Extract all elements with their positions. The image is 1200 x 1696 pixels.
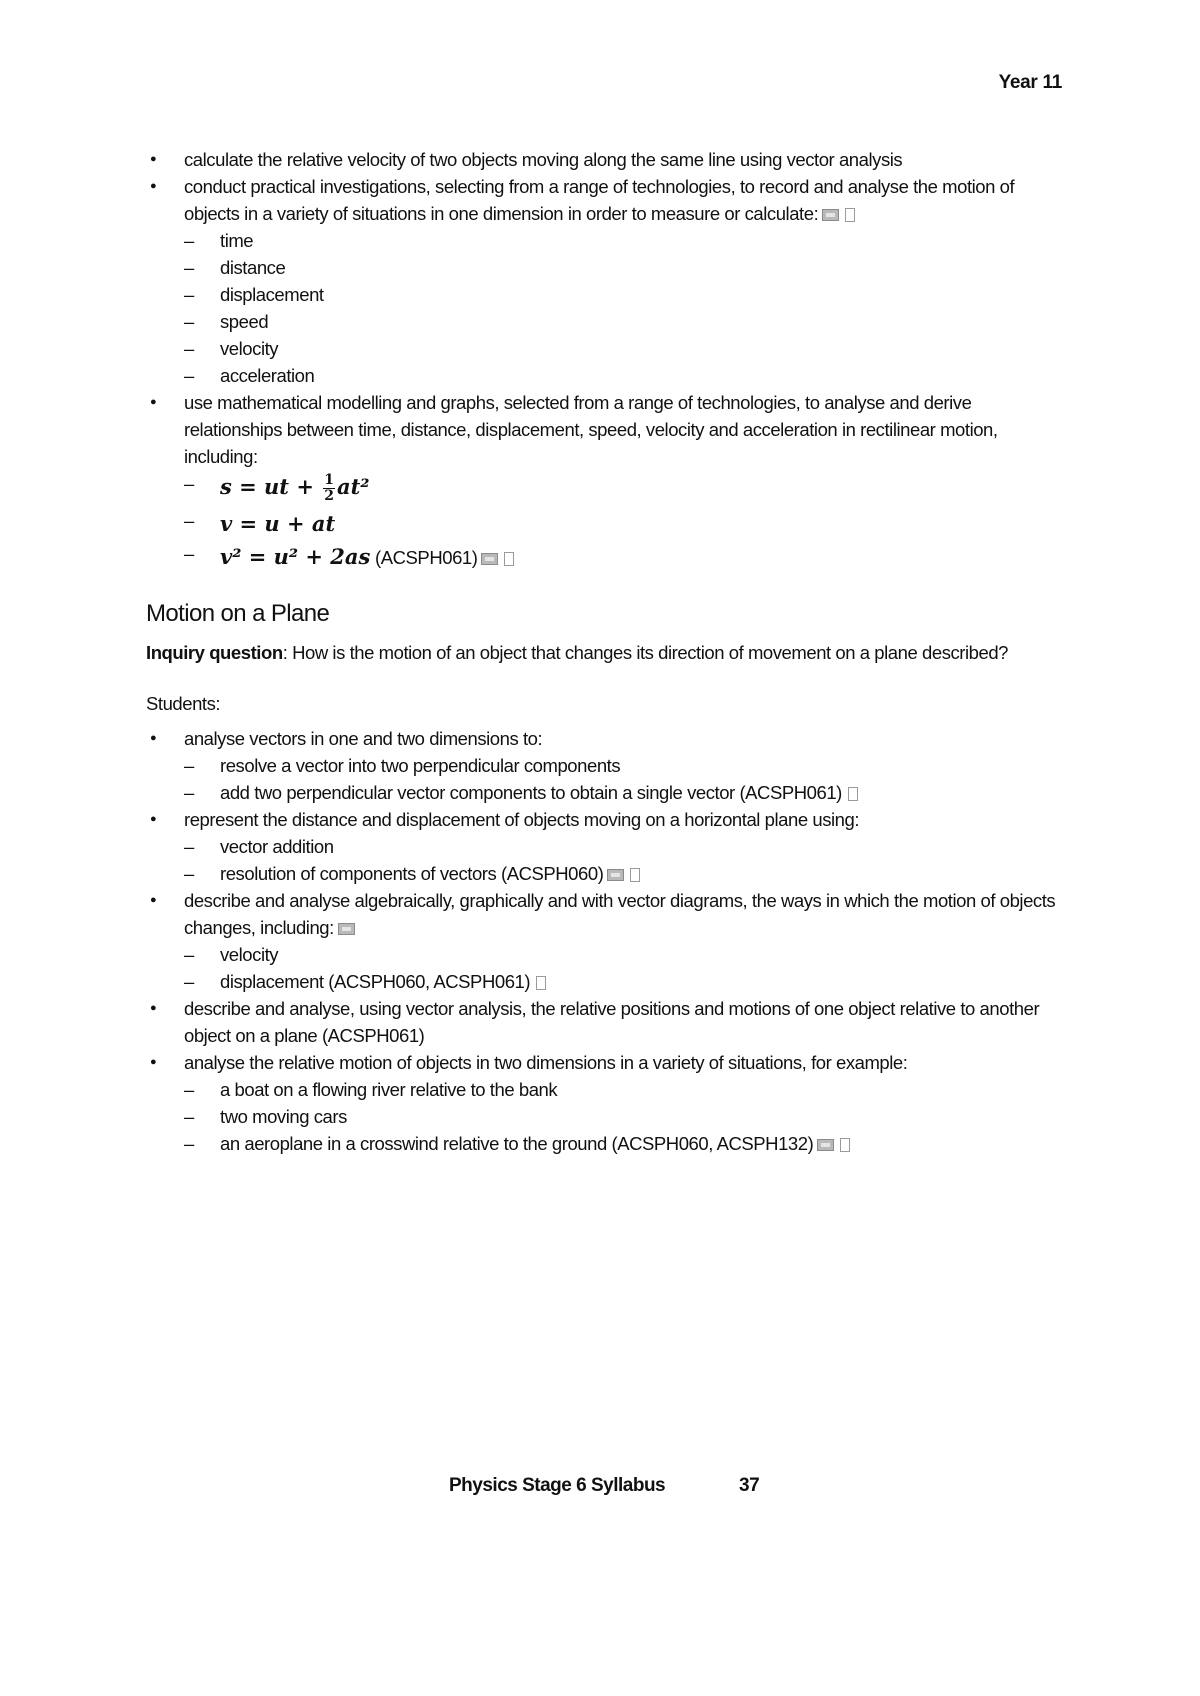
numeracy-icon: [504, 552, 514, 566]
sub-list-item: – speed: [184, 308, 1066, 335]
equation-velocity: v = u + at: [220, 511, 336, 536]
sub-list-item: – velocity: [184, 941, 1066, 968]
students-label: Students:: [146, 693, 221, 714]
sub-list-item: [184, 968, 1066, 995]
list-item-text: conduct practical investigations, selecting from a range of technologies, to record and analyse the motion of objects in a variety of situations in one dimension in order to measure or calculate:: [184, 176, 1015, 224]
sub-list-item: [184, 779, 1066, 806]
sub-list-item: – resolve a vector into two perpendicular components: [184, 752, 1066, 779]
sub-list: [184, 1076, 1066, 1157]
inquiry-question: [146, 639, 1066, 666]
content-list-one-dimension: [146, 146, 1066, 573]
ict-capability-icon: [481, 553, 498, 565]
sub-list-item-text: resolution of components of vectors (ACSPH060): [220, 863, 604, 884]
list-item: [146, 806, 1066, 887]
sub-list-item: – time: [184, 227, 1066, 254]
numeracy-icon: [840, 1138, 850, 1152]
numeracy-icon: [536, 976, 546, 990]
content-code: (ACSPH061): [370, 547, 478, 568]
list-item-text: describe and analyse, using vector analysis, the relative positions and motions of one object relative to another object on a plane (ACSPH061): [184, 998, 1040, 1046]
sub-list-item: – two moving cars: [184, 1103, 1066, 1130]
sub-list: [184, 752, 1066, 806]
sub-list: [184, 227, 1066, 389]
list-item-text: analyse vectors in one and two dimensions to:: [184, 728, 543, 749]
fraction-numerator: 1: [324, 472, 334, 488]
sub-list-item-text: displacement (ACSPH060, ACSPH061): [220, 971, 531, 992]
list-item-text: represent the distance and displacement of objects moving on a horizontal plane using:: [184, 809, 860, 830]
equation-item: [184, 507, 1066, 540]
sub-list-item: – vector addition: [184, 833, 1066, 860]
equation-velocity-squared: v² = u² + 2as: [220, 544, 371, 569]
sub-list-item-text: an aeroplane in a crosswind relative to the ground (ACSPH060, ACSPH132): [220, 1133, 814, 1154]
list-item: [146, 389, 1066, 573]
page-number: 37: [739, 1475, 760, 1496]
sub-list-item: [184, 860, 1066, 887]
ict-capability-icon: [822, 209, 839, 221]
sub-list-item: [184, 1130, 1066, 1157]
equation-item: [184, 470, 1066, 507]
sub-list: [184, 941, 1066, 995]
equation-list: [184, 470, 1066, 573]
list-item: [146, 146, 1066, 173]
equation-displacement: [220, 470, 370, 507]
sub-list-item: – displacement: [184, 281, 1066, 308]
ict-capability-icon: [817, 1139, 834, 1151]
list-item: [146, 725, 1066, 806]
numeracy-icon: [630, 868, 640, 882]
numeracy-icon: [848, 787, 858, 801]
numeracy-icon: [845, 208, 855, 222]
content-list-plane: [146, 725, 1066, 1157]
list-item-text: describe and analyse algebraically, graphically and with vector diagrams, the ways in which the motion of objects changes, including:: [184, 890, 1056, 938]
list-item-text: calculate the relative velocity of two objects moving along the same line using vector analysis: [184, 149, 903, 170]
list-item: [146, 173, 1066, 389]
sub-list-item-text: add two perpendicular vector components to obtain a single vector (ACSPH061): [220, 782, 842, 803]
inquiry-question-text: : How is the motion of an object that changes its direction of movement on a plane described?: [282, 642, 1009, 663]
sub-list-item: – velocity: [184, 335, 1066, 362]
list-item-text: use mathematical modelling and graphs, selected from a range of technologies, to analyse and derive relationships between time, distance, displacement, speed, velocity and acceleration in rectilinear motion, including:: [184, 392, 998, 467]
ict-capability-icon: [338, 923, 355, 935]
fraction-denominator: 2: [324, 488, 334, 504]
sub-list-item: – a boat on a flowing river relative to the bank: [184, 1076, 1066, 1103]
sub-list-item: – distance: [184, 254, 1066, 281]
sub-list-item: – acceleration: [184, 362, 1066, 389]
equation-item: [184, 540, 1066, 573]
footer-document-title: Physics Stage 6 Syllabus: [449, 1475, 666, 1496]
equation-rhs: at²: [336, 474, 370, 499]
list-item: [146, 1049, 1066, 1157]
inquiry-question-label: Inquiry question: [146, 642, 283, 663]
sub-list: [184, 833, 1066, 887]
list-item: [146, 995, 1066, 1049]
ict-capability-icon: [607, 869, 624, 881]
list-item-text: analyse the relative motion of objects in two dimensions in a variety of situations, for example:: [184, 1052, 908, 1073]
year-label: Year 11: [998, 72, 1062, 93]
page-content: [146, 146, 1066, 1157]
fraction-one-half: [323, 473, 335, 504]
section-heading: Motion on a Plane: [146, 600, 330, 627]
list-item: [146, 887, 1066, 995]
equation-lhs: s = ut +: [220, 474, 322, 499]
